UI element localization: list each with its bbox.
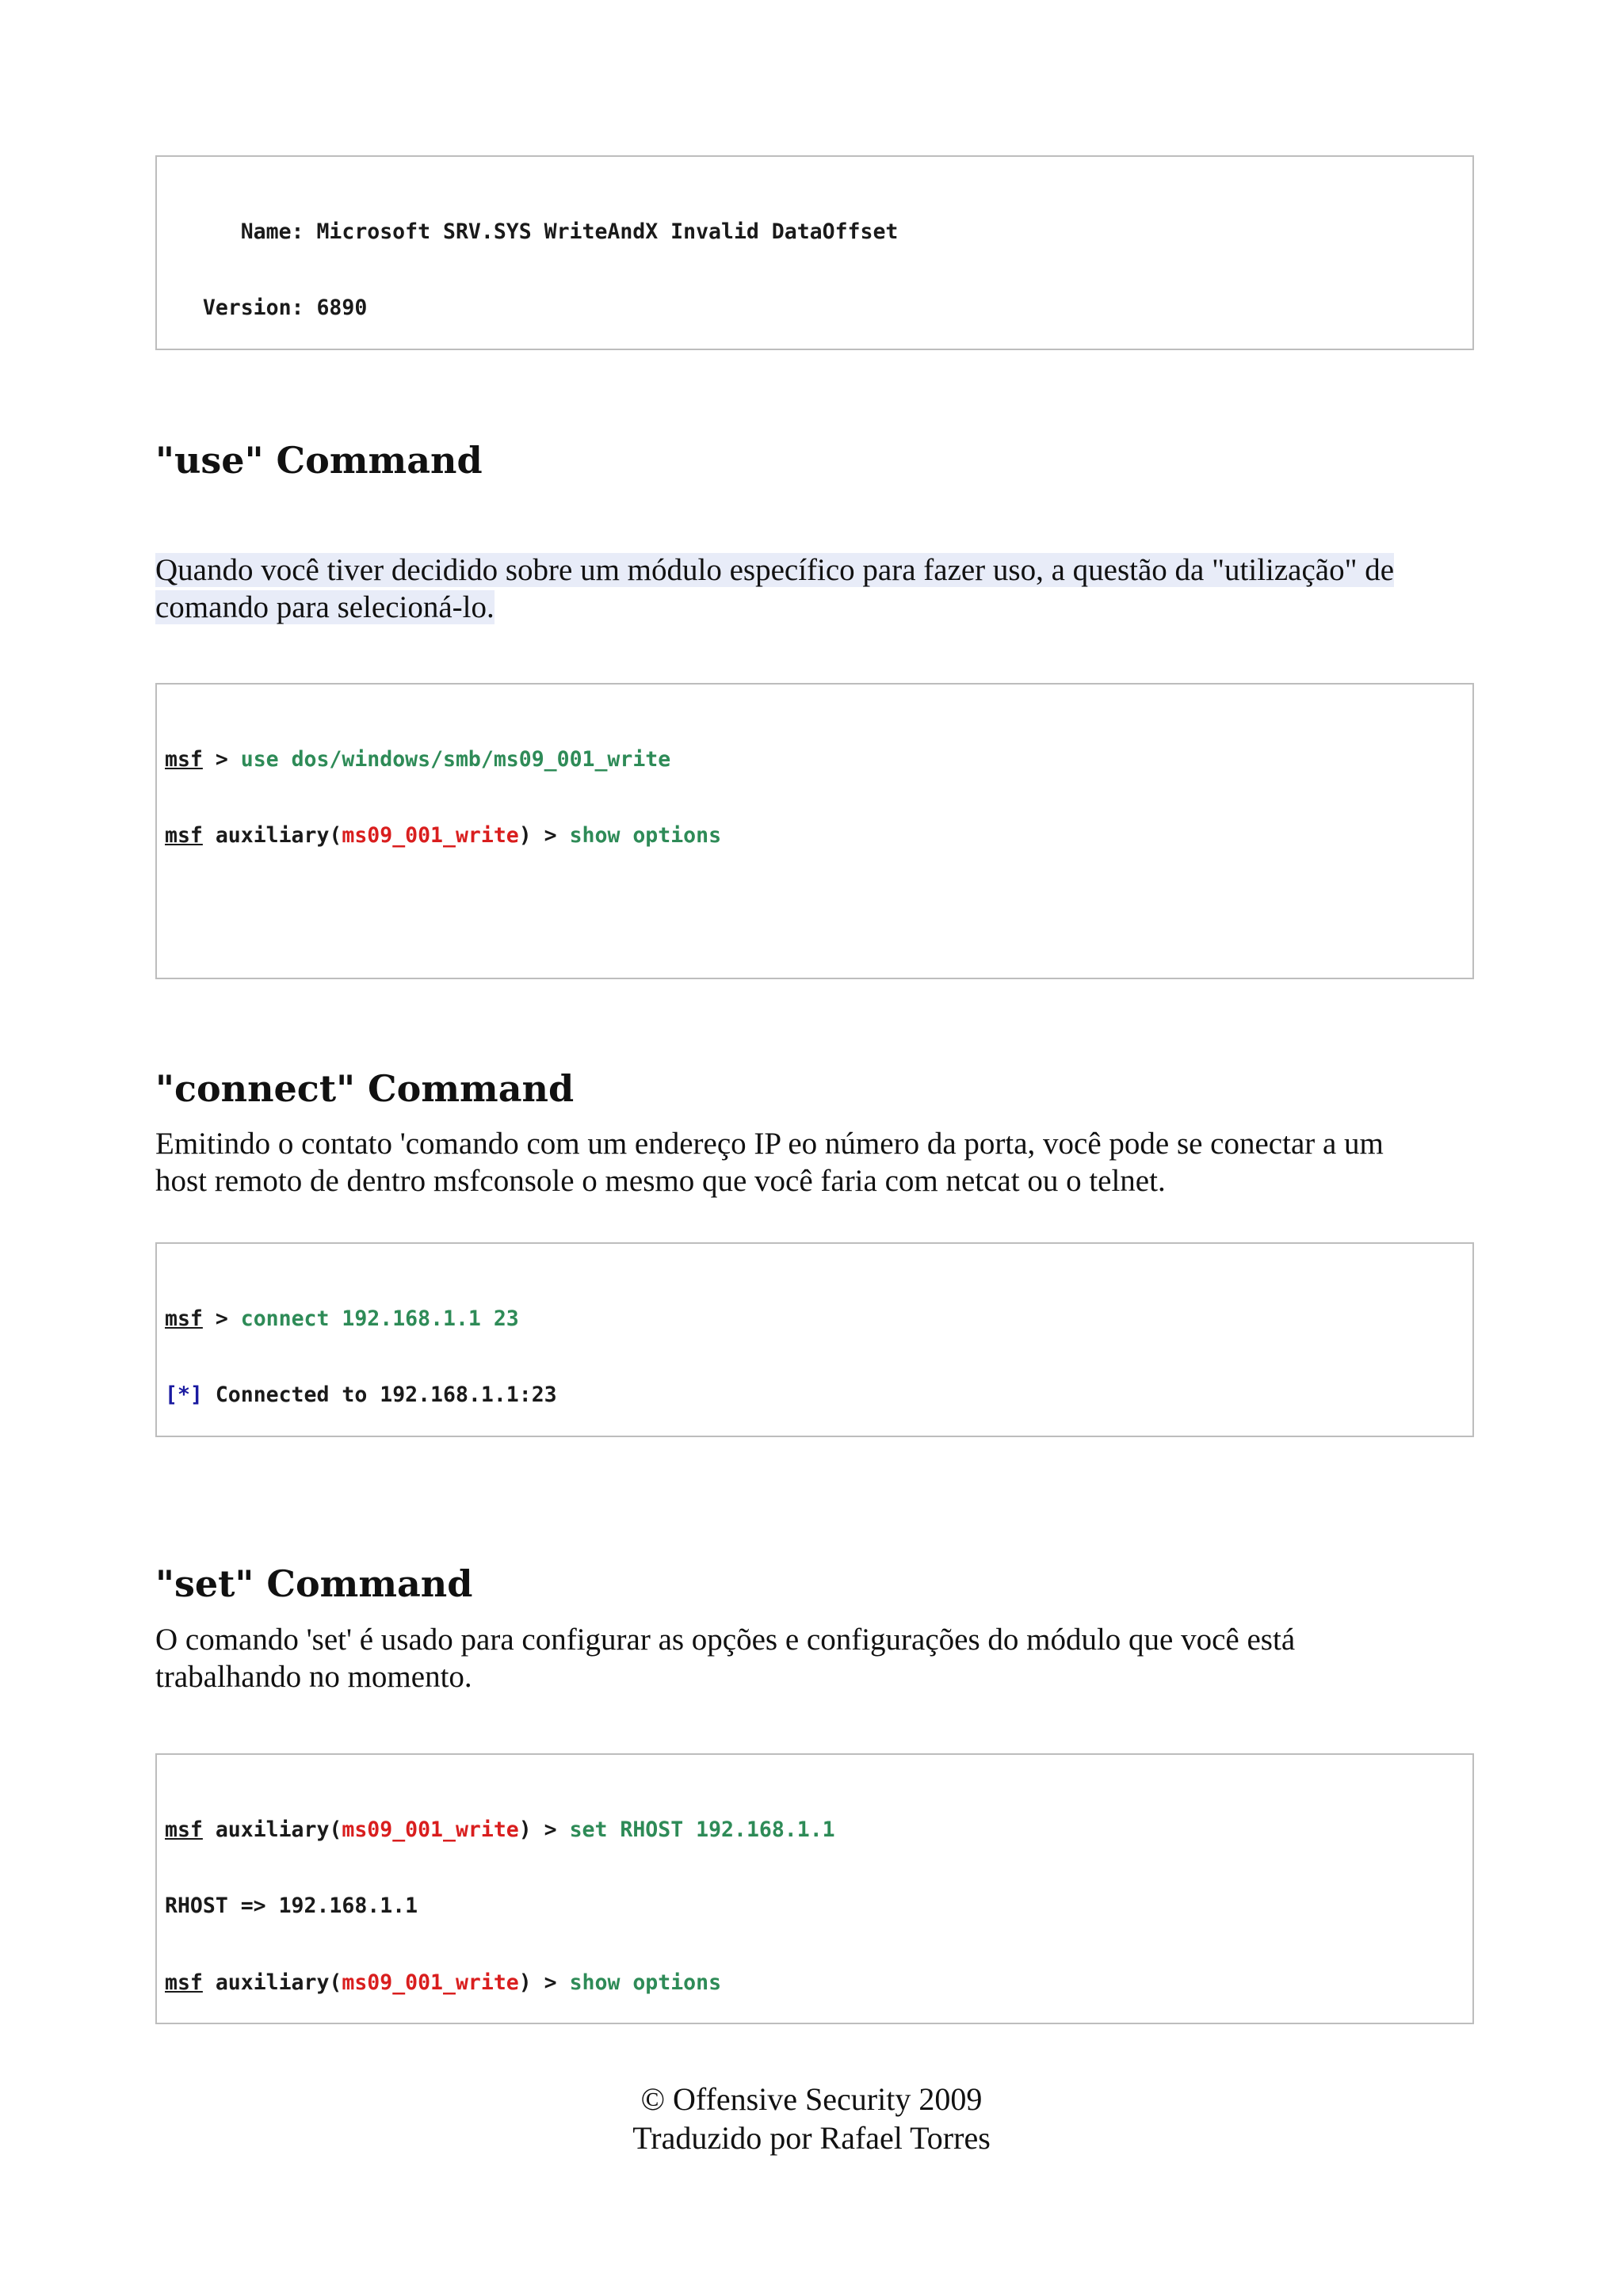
code-line: msf auxiliary(ms09_001_write) > show options: [165, 1970, 722, 1996]
module-name: ms09_001_write: [342, 823, 519, 849]
module-name: ms09_001_write: [342, 1817, 519, 1842]
typed-command: set RHOST 192.168.1.1: [569, 1817, 835, 1842]
footer-copyright: © Offensive Security 2009: [640, 2081, 983, 2117]
code-line: msf auxiliary(ms09_001_write) > set RHOST 192.168.1.1: [165, 1817, 835, 1842]
msf-prompt: msf: [165, 1817, 203, 1842]
highlighted-text: comando para selecioná-lo.: [155, 590, 495, 624]
paragraph-line: [155, 551, 1474, 589]
module-name: ms09_001_write: [342, 1970, 519, 1996]
code-line: msf > connect 192.168.1.1 23: [165, 1306, 519, 1331]
paragraph-line: O comando 'set' é usado para configurar as opções e configurações do módulo que você está: [155, 1623, 1296, 1657]
msf-prompt: msf: [165, 746, 203, 772]
connect-command-paragraph: [155, 1125, 1474, 1199]
code-line: Version: 6890: [165, 296, 368, 321]
msf-prompt: msf: [165, 1306, 203, 1331]
set-command-paragraph: [155, 1621, 1474, 1695]
status-indicator: [*]: [165, 1383, 203, 1408]
set-command-heading: "set" Command: [155, 1562, 473, 1605]
typed-command: show options: [569, 823, 722, 849]
msf-prompt: msf: [165, 1970, 203, 1996]
use-command-heading: "use" Command: [155, 439, 483, 482]
code-line: msf > use dos/windows/smb/ms09_001_write: [165, 746, 671, 772]
msf-prompt: msf: [165, 823, 203, 849]
typed-command: connect 192.168.1.1 23: [240, 1306, 519, 1331]
connect-command-code-block: [155, 1242, 1474, 1437]
paragraph-line: host remoto de dentro msfconsole o mesmo que você faria com netcat ou o telnet.: [155, 1164, 1166, 1198]
code-line: RHOST => 192.168.1.1: [165, 1894, 418, 1919]
page-footer: [0, 2080, 1623, 2157]
code-line: [*] Connected to 192.168.1.1:23: [165, 1383, 557, 1408]
use-command-code-block: [155, 683, 1474, 979]
typed-command: show options: [569, 1970, 722, 1996]
highlighted-text: Quando você tiver decidido sobre um módulo específico para fazer uso, a questão da "utilização" de: [155, 553, 1395, 587]
paragraph-line: [155, 589, 1474, 626]
paragraph-line: trabalhando no momento.: [155, 1660, 472, 1694]
code-line: [165, 900, 1465, 925]
code-line: msf auxiliary(ms09_001_write) > show options: [165, 823, 722, 849]
footer-translator: Traduzido por Rafael Torres: [632, 2120, 991, 2156]
code-line: Name: Microsoft SRV.SYS WriteAndX Invalid DataOffset: [165, 219, 899, 244]
code-line: [165, 977, 1465, 979]
use-command-paragraph: [155, 551, 1474, 626]
typed-command: use dos/windows/smb/ms09_001_write: [240, 746, 671, 772]
module-info-code-block: [155, 155, 1474, 350]
connect-command-heading: "connect" Command: [155, 1067, 575, 1110]
paragraph-line: Emitindo o contato 'comando com um endereço IP eo número da porta, você pode se conectar a um: [155, 1127, 1384, 1161]
set-command-code-block: [155, 1753, 1474, 2024]
